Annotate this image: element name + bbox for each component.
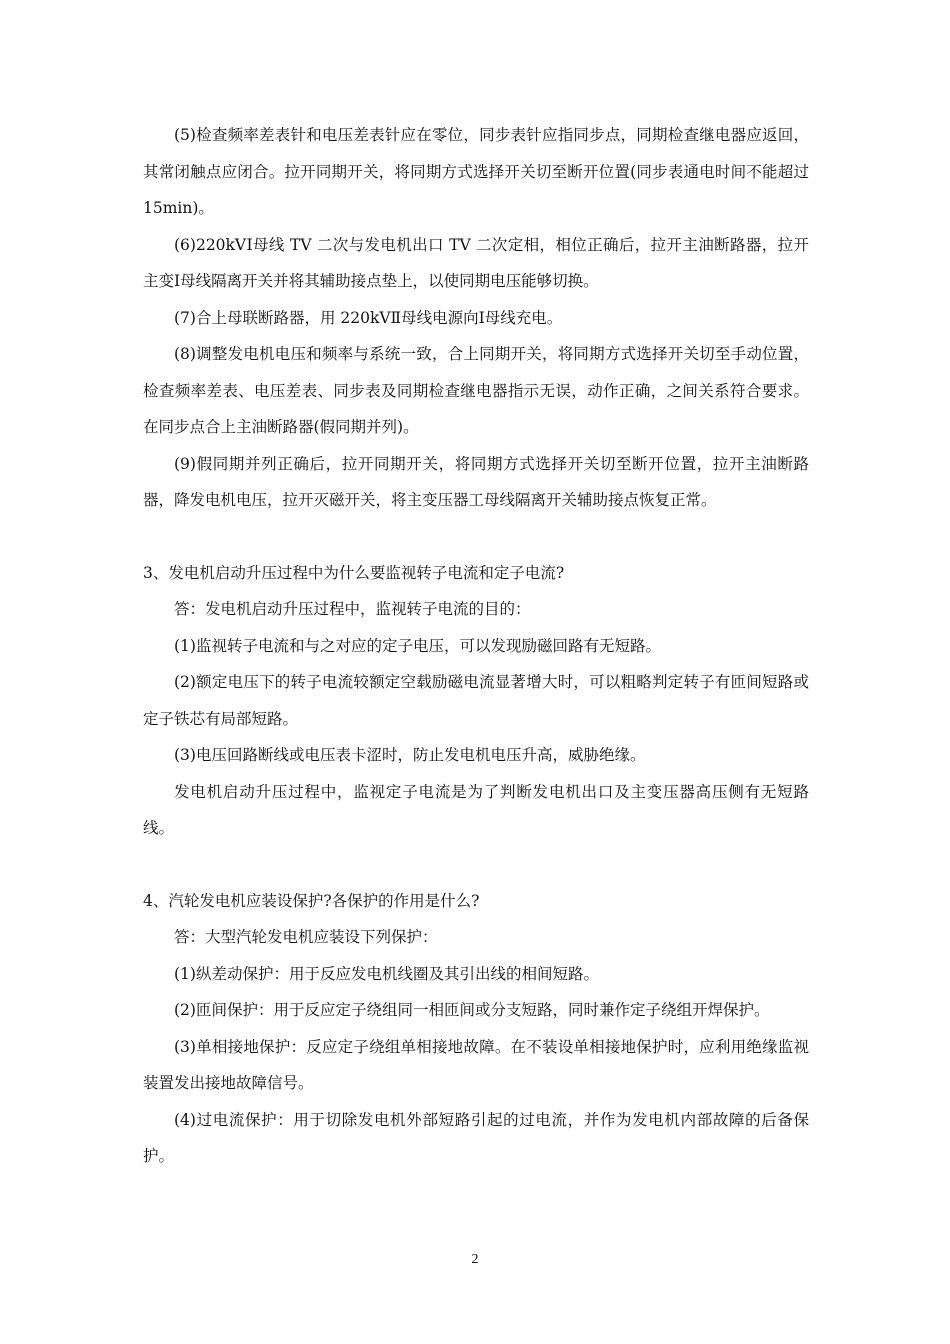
section-spacer: [143, 519, 809, 555]
paragraph-step-9: (9)假同期并列正确后，拉开同期开关，将同期方式选择开关切至断开位置，拉开主油断路器，降发电机电压，拉开灭磁开关，将主变压器工母线隔离开关辅助接点恢复正常。: [143, 454, 809, 509]
page-number: 2: [471, 1252, 479, 1267]
question-3-heading: 3、发电机启动升压过程中为什么要监视转子电流和定子电流?: [143, 563, 565, 582]
question-3-item-3: (3)电压回路断线或电压表卡涩时，防止发电机电压升高，威胁绝缘。: [174, 746, 646, 764]
paragraph-step-8: (8)调整发电机电压和频率与系统一致，合上同期开关，将同期方式选择开关切至手动位置，检查频率差表、电压差表、同步表及同期检查继电器指示无误，动作正确，之间关系符合要求。在同步点合上主油断路器(假同期并列)。: [143, 345, 809, 436]
paragraph-step-7: (7)合上母联断路器，用 220kVⅡ母线电源向Ⅰ母线充电。: [174, 308, 563, 327]
paragraph-step-5: (5)检查频率差表针和电压差表针应在零位，同步表针应指同步点，同期检查继电器应返回，其常闭触点应闭合。拉开同期开关，将同期方式选择开关切至断开位置(同步表通电时间不能超过 15min)。: [143, 126, 809, 217]
question-3-summary: 发电机启动升压过程中，监视定子电流是为了判断发电机出口及主变压器高压侧有无短路线。: [143, 782, 809, 837]
question-3-item-1: (1)监视转子电流和与之对应的定子电压，可以发现励磁回路有无短路。: [174, 636, 661, 655]
question-4-item-3: (3)单相接地保护：反应定子绕组单相接地故障。在不装设单相接地保护时，应利用绝缘监视装置发出接地故障信号。: [143, 1037, 809, 1092]
document-body: [143, 117, 809, 1175]
question-3-answer-intro: 答：发电机启动升压过程中，监视转子电流的目的：: [174, 600, 531, 618]
question-4-answer-intro: 答：大型汽轮发电机应装设下列保护：: [174, 928, 438, 946]
question-4-heading: 4、汽轮发电机应装设保护?各保护的作用是什么?: [143, 891, 480, 910]
question-4-item-2: (2)匝间保护：用于反应定子绕组同一相匝间或分支短路，同时兼作定子绕组开焊保护。: [174, 1001, 770, 1019]
question-4-item-1: (1)纵差动保护：用于反应发电机线圈及其引出线的相间短路。: [174, 964, 599, 983]
paragraph-step-6: (6)220kVⅠ母线 TV 二次与发电机出口 TV 二次定相，相位正确后，拉开主油断路器，拉开主变Ⅰ母线隔离开关并将其辅助接点垫上，以使同期电压能够切换。: [143, 235, 809, 290]
question-3-item-2: (2)额定电压下的转子电流较额定空载励磁电流显著增大时，可以粗略判定转子有匝间短路或定子铁芯有局部短路。: [143, 673, 809, 728]
question-4-item-4: (4)过电流保护：用于切除发电机外部短路引起的过电流，并作为发电机内部故障的后备保护。: [143, 1110, 809, 1165]
section-spacer: [143, 847, 809, 883]
